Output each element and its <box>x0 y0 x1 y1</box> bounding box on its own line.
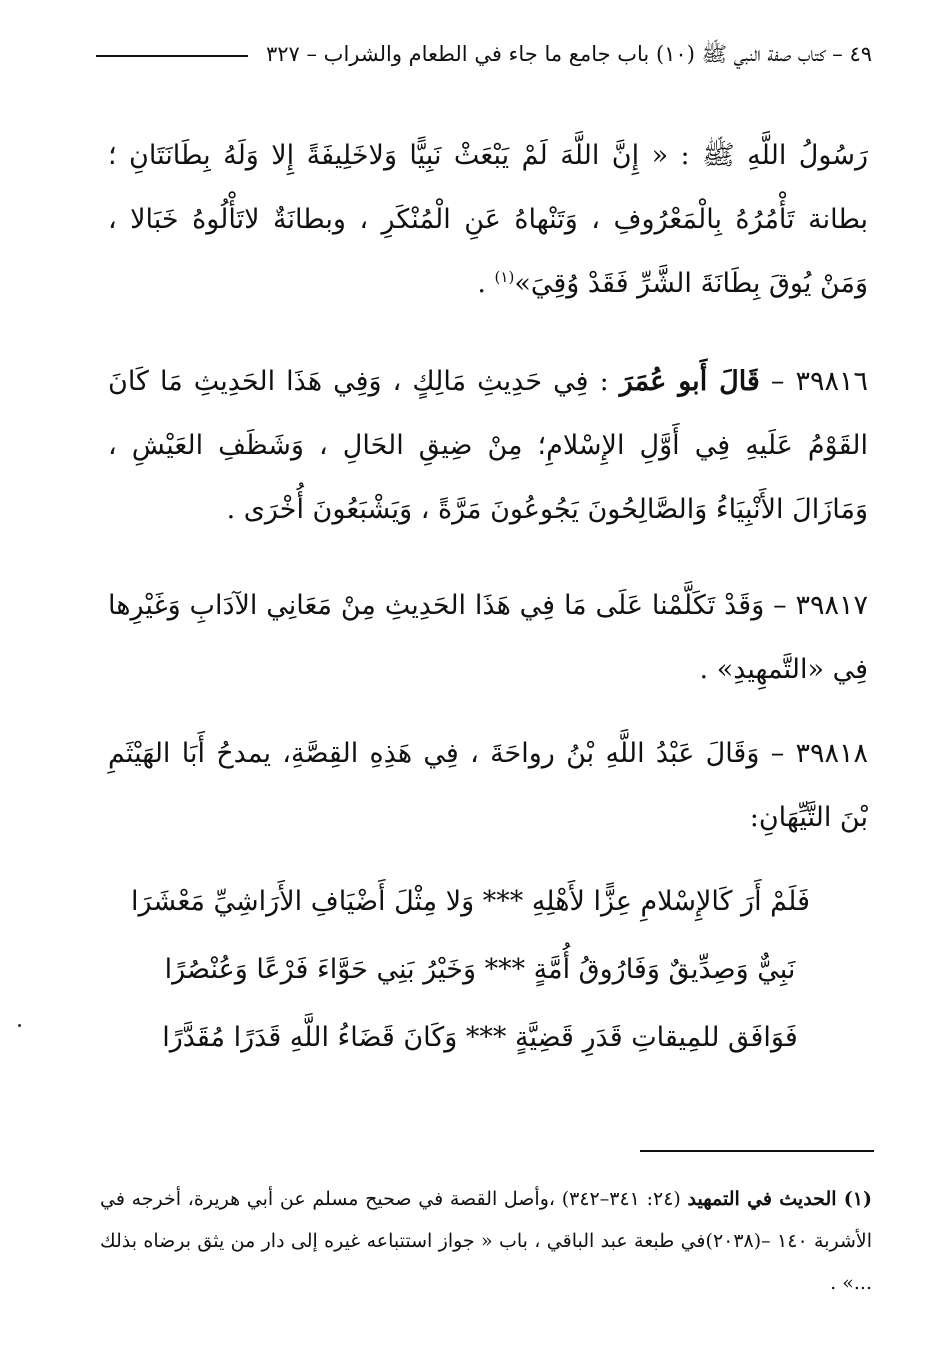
poem-verse: نَبِيٌّ وَصِدِّيقٌ وَفَارُوقُ أُمَّةٍ *** وَخَيْرُ بَنِي حَوَّاءَ فَرْعًا وَعُنْصُرًا <box>164 954 796 985</box>
paragraph-text: رَسُولُ اللَّهِ ﷺ : « إِنَّ اللَّهَ لَمْ يَبْعَثْ نَبِيًّا وَلاخَلِيفَةً إِلا وَلَهُ بِطَانَتَانِ ؛ بطانة تَأْمُرُهُ بِالْمَعْرُوفِ ، وَتَنْهاهُ عَنِ الْمُنْكَرِ ، وبطانَةٌ لاتَأْلُوهُ خَبَالا ، وَمَنْ يُوقَ بِطَانَةَ الشَّرِّ فَقَدْ وُقِيَ» <box>108 140 868 299</box>
paragraph-end: . <box>477 268 495 299</box>
paragraph-text: وَقَدْ تَكَلَّمْنا عَلَى مَا فِي هَذَا الحَدِيثِ مِنْ مَعَانِي الآدَابِ وَغَيْرِها فِي «التَّمهِيدِ» . <box>108 590 868 685</box>
paragraph-39818 <box>108 722 868 850</box>
dash: – <box>773 590 787 621</box>
paragraph-39816 <box>108 350 868 542</box>
paragraph-text: وَقَالَ عَبْدُ اللَّهِ بْنُ رواحَةَ ، فِي هَذِهِ القِصَّةِ، يمدحُ أَبَا الهَيْثَمِ بْنَ التَّيِّهَانِ: <box>108 738 868 833</box>
footnote-lead: (١) الحديث في التمهيد <box>687 1188 872 1210</box>
running-header <box>96 36 872 76</box>
header-rule <box>96 55 248 57</box>
poem-verse: فَوَافَق للمِيقاتِ قَدَرِ قَضِيَّةٍ *** وَكَانَ قَضَاءُ اللَّهِ قَدَرًا مُقَدَّرًا <box>162 1022 798 1053</box>
footnote-text: (٢٤: ٣٤١–٣٤٢) ،وأصل القصة في صحيح مسلم عن أبي هريرة، أخرجه في الأشربة ١٤٠ –(٢٠٣٨)في طبعة عبد الباقي ، باب « جواز استتباعه غيره إلى دار من يثق برضاه بذلك ...» . <box>100 1188 872 1294</box>
paragraph-39817 <box>108 574 868 702</box>
running-header-text: ٤٩ – كتاب صفة النبي ﷺ (١٠) باب جامع ما جاء في الطعام والشراب – ٣٢٧ <box>265 41 872 66</box>
footnote-marker: (١) <box>494 268 515 286</box>
poem <box>131 868 810 1072</box>
paragraph-lead: قَالَ أَبو عُمَرَ <box>619 366 760 397</box>
margin-speck <box>18 1024 21 1027</box>
paragraph-number: ٣٩٨١٧ <box>795 590 868 621</box>
poem-verse: فَلَمْ أَرَ كَالإِسْلامِ عِزًّا لأَهْلِهِ *** وَلا مِثْلَ أَضْيَافِ الأَرَاشِيِّ مَعْشَرَا <box>131 886 810 917</box>
paragraph-number: ٣٩٨١٨ <box>795 738 868 769</box>
paragraph-hadith-text <box>108 124 868 316</box>
dash: – <box>770 366 785 397</box>
footnote <box>100 1178 872 1304</box>
footnote-separator <box>640 1150 874 1152</box>
dash: – <box>770 738 785 769</box>
paragraph-number: ٣٩٨١٦ <box>795 366 868 397</box>
paragraph-text: : فِي حَدِيثِ مَالِكٍ ، وَفِي هَذَا الحَدِيثِ مَا كَانَ القَوْمُ عَلَيهِ فِي أَوَّلِ الإِسْلامِ؛ مِنْ ضِيقِ الحَالِ ، وَشَظَفِ العَيْشِ ، وَمَازَالَ الأَنْبِيَاءُ وَالصَّالِحُونَ يَجُوعُونَ مَرَّةً ، وَيَشْبَعُونَ أُخْرَى . <box>108 366 868 525</box>
